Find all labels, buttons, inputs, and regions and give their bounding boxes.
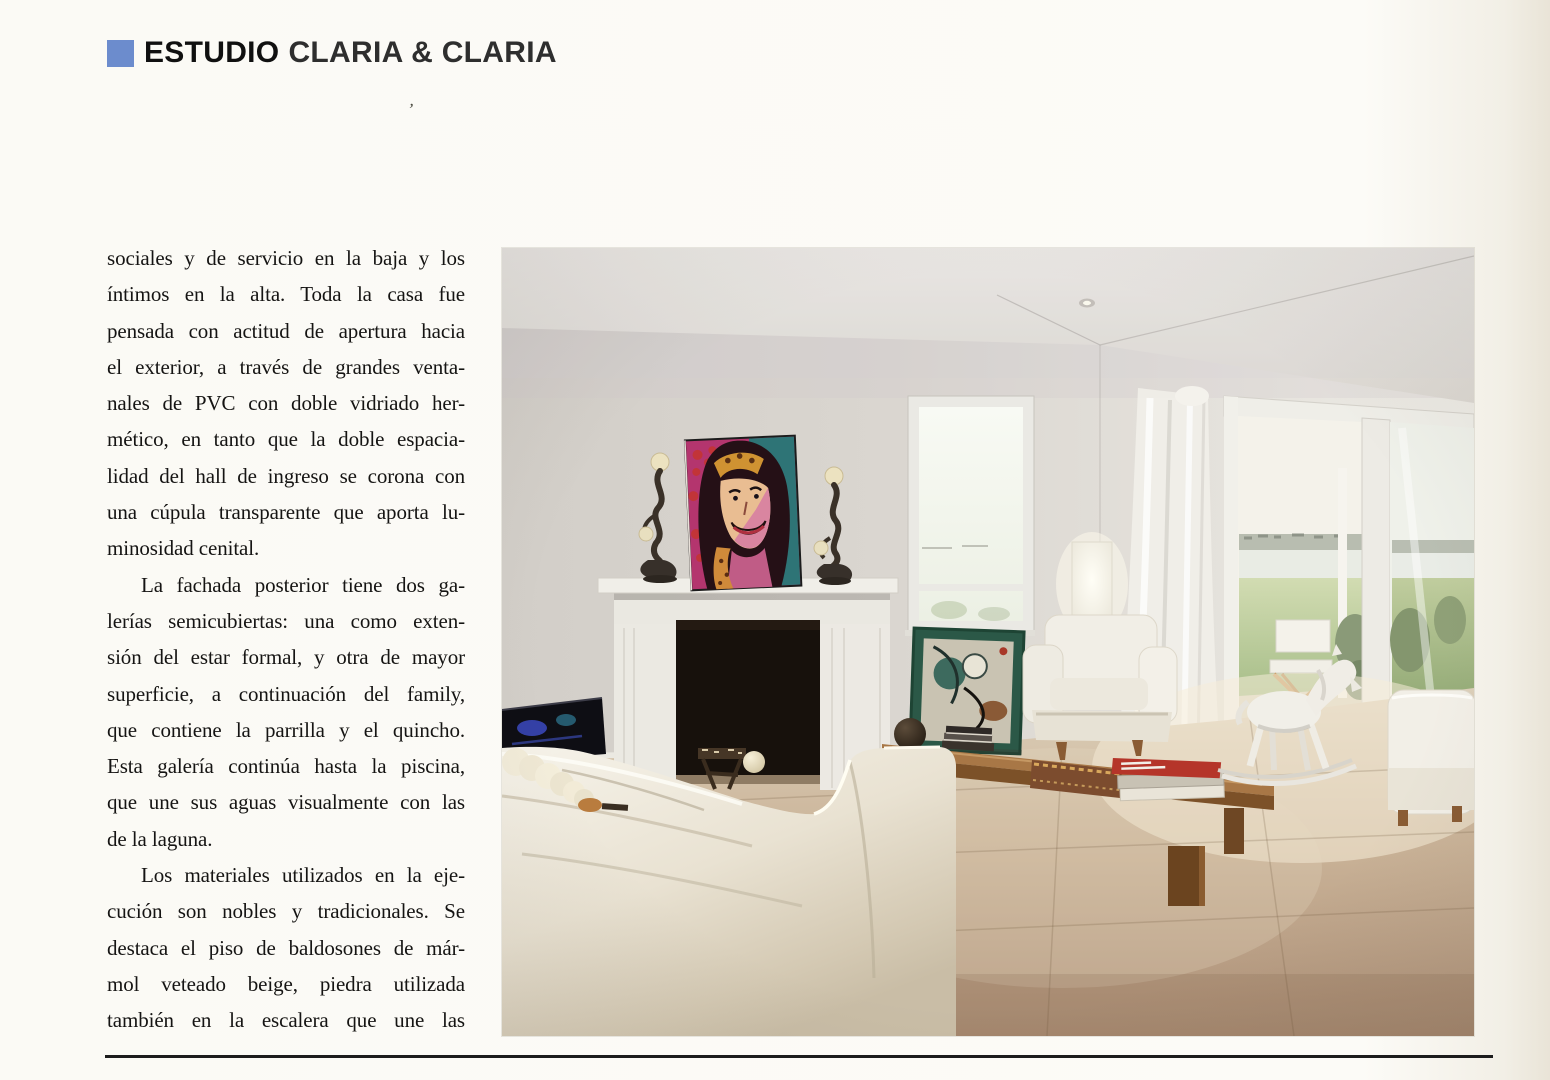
text-line: destaca el piso de baldosones de már- [107,935,465,960]
text-line: sión del estar formal, y otra de mayor [107,645,465,670]
print-artifact-mark: ’ [406,99,416,120]
article-column [107,240,465,1039]
text-line: mol veteado beige, piedra utilizada [107,971,465,996]
text-line: también en la escalera que une las [107,1008,465,1033]
article-photo-living-room [502,248,1474,1036]
text-line: una cúpula transparente que aporta lu- [107,500,465,525]
section-bullet-icon [107,40,134,67]
text-line: el exterior, a través de grandes venta- [107,354,465,379]
page-title [144,36,557,70]
page-header [107,36,557,70]
text-line: mético, en tanto que la doble espacia- [107,427,465,452]
text-line: superficie, a continuación del family, [107,681,465,706]
text-line: Esta galería continúa hasta la piscina, [107,754,465,779]
text-line: íntimos en la alta. Toda la casa fue [107,282,465,307]
text-line: nales de PVC con doble vidriado her- [107,391,465,416]
text-line: pensada con actitud de apertura hacia [107,318,465,343]
text-line: sociales y de servicio en la baja y los [107,246,465,270]
text-line: que contiene la parrilla y el quincho. [107,717,465,742]
text-line: minosidad cenital. [107,536,260,561]
text-line: de la laguna. [107,826,213,851]
text-line: lerías semicubiertas: una como exten- [107,608,465,633]
living-room-scene [502,248,1474,1036]
text-line: Los materiales utilizados en la eje- [141,863,465,888]
text-line: que une sus aguas visualmente con las [107,790,465,815]
text-line: cución son nobles y tradicionales. Se [107,899,465,924]
bottom-rule [105,1055,1493,1058]
text-line: La fachada posterior tiene dos ga- [141,572,465,597]
text-line: lidad del hall de ingreso se corona con [107,463,465,488]
studio-name: CLARIA & CLARIA [288,36,557,69]
studio-label: ESTUDIO [144,36,280,69]
